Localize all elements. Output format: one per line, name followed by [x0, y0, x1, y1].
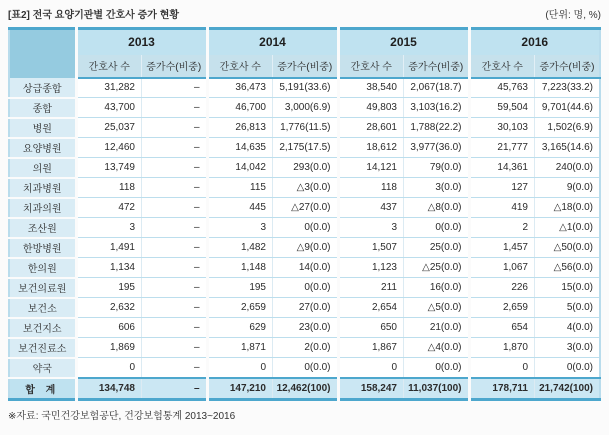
cell-increase: △8(0.0): [404, 198, 470, 218]
cell-increase: △27(0.0): [273, 198, 339, 218]
table-row: [9, 158, 600, 178]
year-header-2014: 2014: [207, 29, 338, 55]
cell-increase: 1,502(6.9): [535, 118, 601, 138]
cell-increase: 2,175(17.5): [273, 138, 339, 158]
cell-increase: 0(0.0): [273, 358, 339, 378]
cell-increase: 25(0.0): [404, 238, 470, 258]
table-row: [9, 78, 600, 98]
cell-increase: –: [142, 218, 208, 238]
table-row: [9, 118, 600, 138]
sub-header-increase: 증가수(비중): [404, 55, 470, 78]
cell-nurse-count: 2,659: [469, 298, 535, 318]
cell-nurse-count: 178,711: [469, 378, 535, 400]
year-header-2015: 2015: [338, 29, 469, 55]
cell-increase: 293(0.0): [273, 158, 339, 178]
cell-nurse-count: 211: [338, 278, 404, 298]
cell-nurse-count: 1,482: [207, 238, 273, 258]
source-note: ※자료: 국민건강보험공단, 건강보험통계 2013~2016: [8, 411, 236, 422]
cell-nurse-count: 1,870: [469, 338, 535, 358]
unit-label: (단위: 명, %): [545, 10, 601, 21]
cell-nurse-count: 0: [207, 358, 273, 378]
year-header-2016: 2016: [469, 29, 600, 55]
cell-increase: 9(0.0): [535, 178, 601, 198]
cell-nurse-count: 445: [207, 198, 273, 218]
cell-nurse-count: 1,869: [76, 338, 142, 358]
cell-increase: 12,462(100): [273, 378, 339, 400]
sub-header-count: 간호사 수: [338, 55, 404, 78]
cell-increase: –: [142, 298, 208, 318]
cell-nurse-count: 38,540: [338, 78, 404, 98]
cell-nurse-count: 18,612: [338, 138, 404, 158]
table-row: [9, 198, 600, 218]
table-row: [9, 298, 600, 318]
cell-increase: –: [142, 238, 208, 258]
cell-increase: –: [142, 178, 208, 198]
page-title: [표2] 전국 요양기관별 간호사 증가 현황: [8, 10, 180, 21]
cell-increase: △3(0.0): [273, 178, 339, 198]
cell-increase: 3,165(14.6): [535, 138, 601, 158]
cell-increase: 3,000(6.9): [273, 98, 339, 118]
row-label: 조산원: [9, 218, 76, 238]
cell-increase: 1,776(11.5): [273, 118, 339, 138]
sub-header-increase: 증가수(비중): [273, 55, 339, 78]
cell-nurse-count: 3: [338, 218, 404, 238]
cell-increase: 21,742(100): [535, 378, 601, 400]
cell-nurse-count: 650: [338, 318, 404, 338]
cell-nurse-count: 1,491: [76, 238, 142, 258]
cell-increase: 9,701(44.6): [535, 98, 601, 118]
cell-increase: 2,067(18.7): [404, 78, 470, 98]
cell-nurse-count: 45,763: [469, 78, 535, 98]
row-label: 보건의료원: [9, 278, 76, 298]
year-header-2013: 2013: [76, 29, 207, 55]
cell-nurse-count: 654: [469, 318, 535, 338]
cell-increase: –: [142, 258, 208, 278]
cell-nurse-count: 127: [469, 178, 535, 198]
row-label: 의원: [9, 158, 76, 178]
table-row: [9, 218, 600, 238]
cell-increase: –: [142, 118, 208, 138]
table-row: [9, 258, 600, 278]
row-label: 보건소: [9, 298, 76, 318]
cell-nurse-count: 118: [76, 178, 142, 198]
cell-increase: △5(0.0): [404, 298, 470, 318]
cell-nurse-count: 195: [207, 278, 273, 298]
cell-increase: 0(0.0): [273, 218, 339, 238]
cell-increase: 7,223(33.2): [535, 78, 601, 98]
sub-header-increase: 증가수(비중): [142, 55, 208, 78]
cell-nurse-count: 2: [469, 218, 535, 238]
cell-nurse-count: 629: [207, 318, 273, 338]
row-label: 치과병원: [9, 178, 76, 198]
cell-increase: –: [142, 278, 208, 298]
table-row: [9, 138, 600, 158]
cell-increase: –: [142, 198, 208, 218]
cell-increase: –: [142, 318, 208, 338]
cell-nurse-count: 1,123: [338, 258, 404, 278]
cell-nurse-count: 30,103: [469, 118, 535, 138]
cell-increase: –: [142, 378, 208, 400]
cell-increase: 27(0.0): [273, 298, 339, 318]
cell-nurse-count: 49,803: [338, 98, 404, 118]
cell-nurse-count: 12,460: [76, 138, 142, 158]
cell-increase: 3(0.0): [404, 178, 470, 198]
row-label: 치과의원: [9, 198, 76, 218]
cell-increase: △1(0.0): [535, 218, 601, 238]
table-row: [9, 98, 600, 118]
cell-increase: 5,191(33.6): [273, 78, 339, 98]
cell-nurse-count: 158,247: [338, 378, 404, 400]
cell-nurse-count: 25,037: [76, 118, 142, 138]
cell-increase: △25(0.0): [404, 258, 470, 278]
cell-increase: △50(0.0): [535, 238, 601, 258]
cell-nurse-count: 2,632: [76, 298, 142, 318]
cell-nurse-count: 3: [76, 218, 142, 238]
cell-increase: 5(0.0): [535, 298, 601, 318]
cell-nurse-count: 147,210: [207, 378, 273, 400]
cell-nurse-count: 606: [76, 318, 142, 338]
cell-nurse-count: 36,473: [207, 78, 273, 98]
cell-increase: 3(0.0): [535, 338, 601, 358]
table-row: [9, 318, 600, 338]
row-label: 종합: [9, 98, 76, 118]
cell-nurse-count: 1,457: [469, 238, 535, 258]
cell-nurse-count: 115: [207, 178, 273, 198]
cell-increase: 15(0.0): [535, 278, 601, 298]
cell-increase: 79(0.0): [404, 158, 470, 178]
cell-nurse-count: 0: [76, 358, 142, 378]
cell-nurse-count: 14,361: [469, 158, 535, 178]
cell-increase: △9(0.0): [273, 238, 339, 258]
cell-nurse-count: 26,813: [207, 118, 273, 138]
row-label: 한의원: [9, 258, 76, 278]
table-row: [9, 358, 600, 378]
table-row: [9, 278, 600, 298]
cell-nurse-count: 118: [338, 178, 404, 198]
cell-increase: △18(0.0): [535, 198, 601, 218]
cell-nurse-count: 1,871: [207, 338, 273, 358]
row-label: 요양병원: [9, 138, 76, 158]
cell-nurse-count: 28,601: [338, 118, 404, 138]
cell-nurse-count: 419: [469, 198, 535, 218]
cell-increase: 0(0.0): [273, 278, 339, 298]
cell-nurse-count: 21,777: [469, 138, 535, 158]
cell-increase: 3,103(16.2): [404, 98, 470, 118]
cell-increase: 240(0.0): [535, 158, 601, 178]
table-row: [9, 178, 600, 198]
cell-nurse-count: 134,748: [76, 378, 142, 400]
row-label: 한방병원: [9, 238, 76, 258]
cell-nurse-count: 14,635: [207, 138, 273, 158]
table-row: [9, 338, 600, 358]
cell-increase: –: [142, 158, 208, 178]
cell-increase: 0(0.0): [404, 358, 470, 378]
cell-nurse-count: 1,507: [338, 238, 404, 258]
cell-nurse-count: 1,148: [207, 258, 273, 278]
cell-increase: 0(0.0): [535, 358, 601, 378]
total-row: [9, 378, 600, 400]
cell-increase: 14(0.0): [273, 258, 339, 278]
cell-nurse-count: 2,654: [338, 298, 404, 318]
table-row: [9, 238, 600, 258]
cell-nurse-count: 31,282: [76, 78, 142, 98]
cell-increase: 11,037(100): [404, 378, 470, 400]
row-label: 상급종합: [9, 78, 76, 98]
cell-increase: 1,788(22.2): [404, 118, 470, 138]
cell-increase: △56(0.0): [535, 258, 601, 278]
cell-increase: 4(0.0): [535, 318, 601, 338]
cell-increase: 21(0.0): [404, 318, 470, 338]
cell-nurse-count: 59,504: [469, 98, 535, 118]
cell-nurse-count: 3: [207, 218, 273, 238]
cell-increase: 3,977(36.0): [404, 138, 470, 158]
sub-header-count: 간호사 수: [76, 55, 142, 78]
row-label: 병원: [9, 118, 76, 138]
cell-nurse-count: 437: [338, 198, 404, 218]
sub-header-count: 간호사 수: [469, 55, 535, 78]
cell-increase: –: [142, 78, 208, 98]
cell-increase: 16(0.0): [404, 278, 470, 298]
row-label: 보건지소: [9, 318, 76, 338]
cell-nurse-count: 1,067: [469, 258, 535, 278]
cell-nurse-count: 195: [76, 278, 142, 298]
corner-cell: [9, 29, 76, 78]
cell-nurse-count: 43,700: [76, 98, 142, 118]
cell-nurse-count: 14,121: [338, 158, 404, 178]
cell-increase: 2(0.0): [273, 338, 339, 358]
cell-nurse-count: 1,867: [338, 338, 404, 358]
cell-nurse-count: 472: [76, 198, 142, 218]
cell-increase: △4(0.0): [404, 338, 470, 358]
row-label: 보건진료소: [9, 338, 76, 358]
cell-nurse-count: 14,042: [207, 158, 273, 178]
nurse-increase-table: [8, 27, 601, 401]
table-header-bar: [8, 6, 601, 21]
cell-nurse-count: 46,700: [207, 98, 273, 118]
cell-nurse-count: 0: [469, 358, 535, 378]
cell-nurse-count: 1,134: [76, 258, 142, 278]
cell-nurse-count: 226: [469, 278, 535, 298]
sub-header-count: 간호사 수: [207, 55, 273, 78]
cell-nurse-count: 13,749: [76, 158, 142, 178]
cell-nurse-count: 0: [338, 358, 404, 378]
cell-increase: –: [142, 358, 208, 378]
cell-increase: –: [142, 338, 208, 358]
sub-header-increase: 증가수(비중): [535, 55, 601, 78]
cell-increase: 23(0.0): [273, 318, 339, 338]
total-row-label: 합 계: [9, 378, 76, 400]
cell-increase: 0(0.0): [404, 218, 470, 238]
cell-nurse-count: 2,659: [207, 298, 273, 318]
row-label: 약국: [9, 358, 76, 378]
cell-increase: –: [142, 98, 208, 118]
cell-increase: –: [142, 138, 208, 158]
